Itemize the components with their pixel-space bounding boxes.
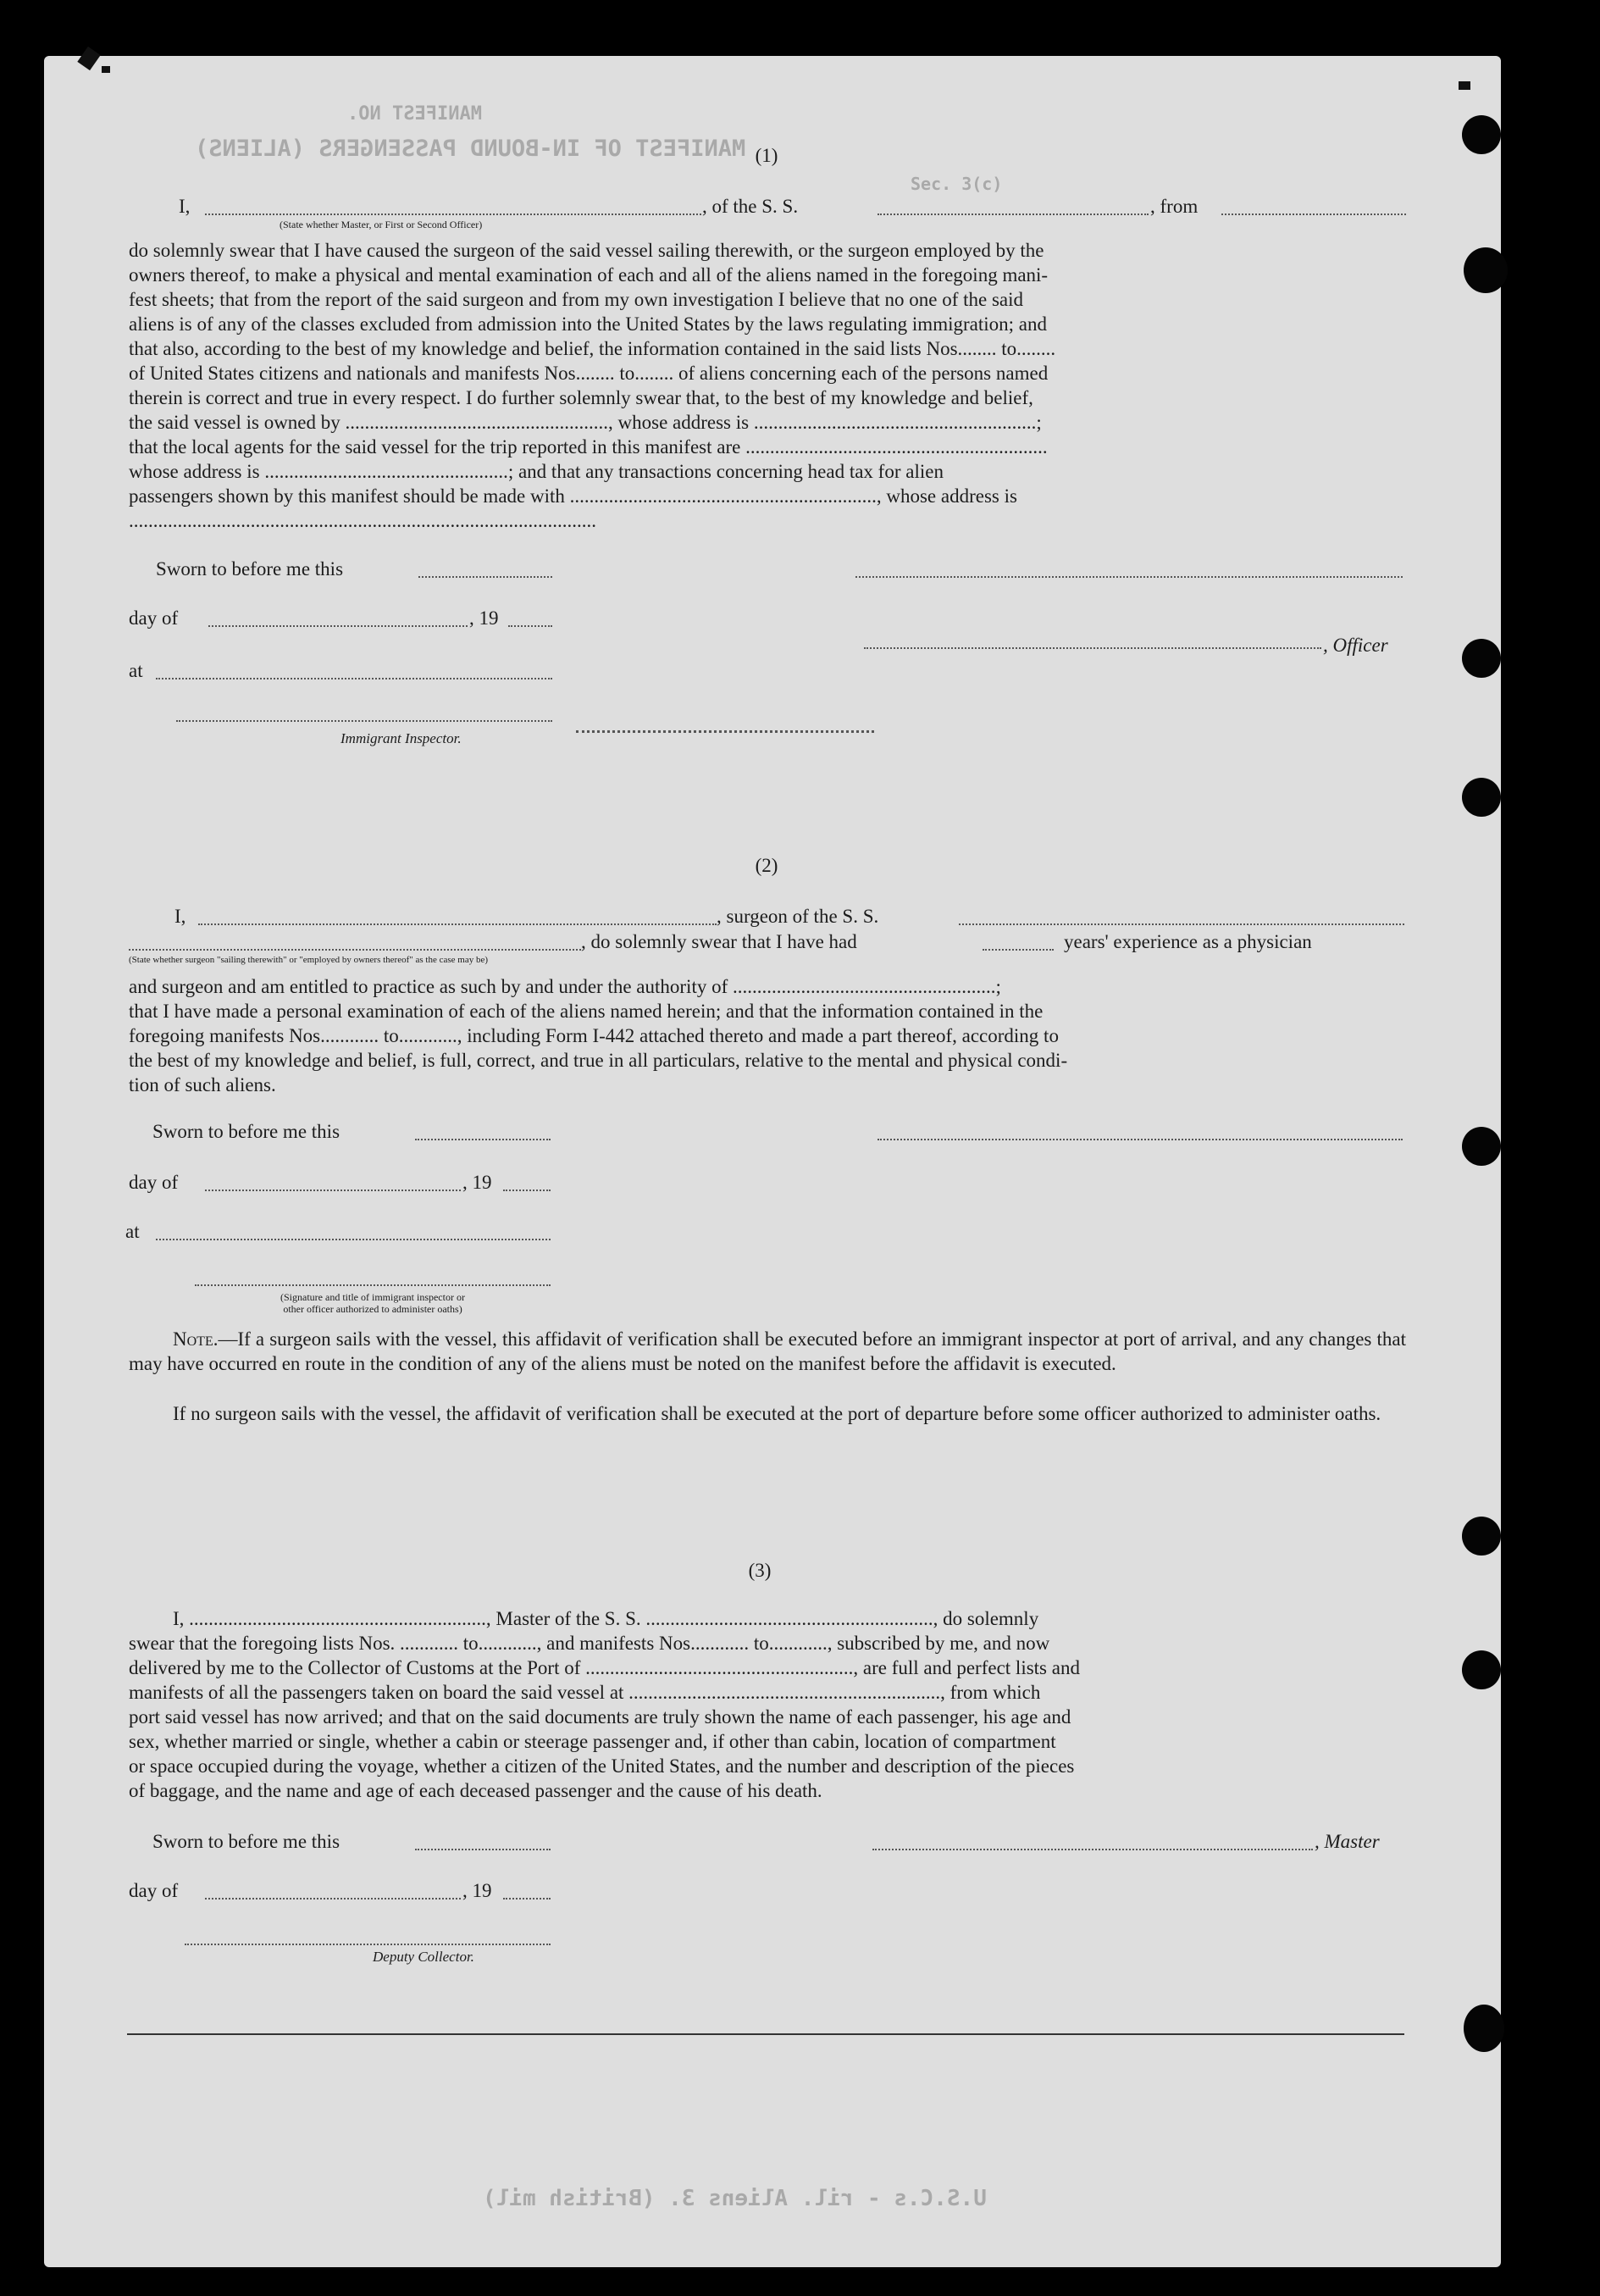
note-body: —If a surgeon sails with the vessel, this affidavit of verification shall be executed before an immigrant inspector at port of arrival, and any changes that may have occurred en route in the condition of any of the aliens must be noted on the manifest before the affidavit is executed. [129, 1328, 1406, 1374]
binder-hole [1462, 1127, 1501, 1166]
at-blank-2[interactable] [156, 1239, 551, 1240]
surgeon-name-blank[interactable] [198, 923, 717, 925]
body-line: and surgeon and am entitled to practice as such by and under the authority of ......................................................; [129, 976, 1001, 997]
day-of-label-3: day of [129, 1880, 179, 1901]
surgeon-signature-line[interactable] [878, 1139, 1403, 1140]
section-number-3: (3) [748, 1560, 772, 1581]
year-label-2: , 19 [462, 1172, 492, 1193]
sworn-label-2: Sworn to before me this [152, 1121, 340, 1142]
oath-line-prefix: I, [179, 196, 191, 217]
year-blank-2[interactable] [503, 1190, 551, 1191]
binder-hole [1464, 2005, 1504, 2052]
section3-body [129, 1606, 1406, 1803]
note-paragraph [129, 1327, 1406, 1376]
sig-caption-2: other officer authorized to administer oaths) [283, 1303, 462, 1315]
day-of-blank-3[interactable] [205, 1898, 461, 1899]
ghost-stamp: Sec. 3(c) [911, 174, 1003, 194]
sworn-date-blank-2[interactable] [415, 1139, 551, 1140]
body-line: do solemnly swear that I have caused the surgeon of the said vessel sailing therewith, or the surgeon employed by the [129, 240, 1044, 261]
surgeon-status-blank[interactable] [129, 949, 581, 951]
body-line: or space occupied during the voyage, whether a citizen of the United States, and the number and description of the pieces [129, 1755, 1075, 1777]
ghost-manifest-no: MANIFEST NO. [347, 103, 482, 125]
body-line: that the local agents for the said vessel for the trip reported in this manifest are .............................................................. [129, 436, 1048, 458]
binder-hole [1462, 115, 1501, 154]
body-line: I, ............................................................., Master of the S. S. ..........................................................., do solemnly [173, 1608, 1039, 1629]
body-line: of United States citizens and nationals and manifests Nos........ to........ of aliens concerning each of the persons named [129, 363, 1049, 384]
day-of-label-2: day of [129, 1172, 179, 1193]
oath-line-from: , from [1150, 196, 1199, 217]
at-blank-1[interactable] [156, 678, 552, 679]
body-line: of baggage, and the name and age of each deceased passenger and the cause of his death. [129, 1780, 822, 1801]
officer-signature-extra[interactable] [855, 576, 1403, 578]
ghost-manifest-title: MANIFEST OF IN-BOUND PASSENGERS (ALIENS) [195, 136, 746, 162]
note-paragraph-2: If no surgeon sails with the vessel, the affidavit of verification shall be executed at the port of departure before some officer authorized to administer oaths. [173, 1403, 1381, 1424]
body-line: passengers shown by this manifest should be made with ..............................................................., whose address is [129, 485, 1017, 507]
corner-mark-small [102, 66, 110, 73]
master-label: , Master [1315, 1831, 1380, 1852]
section1-body [129, 238, 1406, 533]
binder-hole [1464, 247, 1508, 293]
binder-hole [1462, 639, 1501, 678]
master-signature-line[interactable] [872, 1849, 1313, 1850]
body-line: that I have made a personal examination of each of the aliens named herein; and that the information contained in the [129, 1001, 1044, 1022]
section2-body [129, 974, 1406, 1097]
body-line: manifests of all the passengers taken on board the said vessel at ................................................................, from which [129, 1682, 1041, 1703]
section-number-1: (1) [755, 145, 778, 166]
body-line: therein is correct and true in every respect. I do further solemnly swear that, to the best of my knowledge and belief, [129, 387, 1033, 408]
sworn-label-3: Sworn to before me this [152, 1831, 340, 1852]
officer-label: , Officer [1323, 635, 1388, 656]
body-line: that also, according to the best of my knowledge and belief, the information contained in the said lists Nos........ to........ [129, 338, 1056, 359]
year-label-1: , 19 [469, 607, 499, 629]
sig-caption-1: (Signature and title of immigrant inspector or [280, 1291, 465, 1303]
body-line: the best of my knowledge and belief, is full, correct, and true in all particulars, relative to the mental and physical condi- [129, 1050, 1068, 1071]
sworn-label-1: Sworn to before me this [156, 558, 344, 580]
binder-hole [1462, 1517, 1501, 1556]
day-of-label-1: day of [129, 607, 179, 629]
sworn-date-blank-3[interactable] [415, 1849, 551, 1850]
ghost-footer: U.S.C.s - ril. Aliens 3. (British mil) [483, 2186, 987, 2211]
body-line: tion of such aliens. [129, 1074, 276, 1095]
body-line: foregoing manifests Nos............ to............, including Form I-442 attached thereto and made a part thereof, according to [129, 1025, 1059, 1046]
surgeon-swear-text: , do solemnly swear that I have had [581, 931, 857, 952]
body-line: swear that the foregoing lists Nos. ............ to............, and manifests Nos............ to............, subscribed by me, and now [129, 1633, 1050, 1654]
corner-mark-right [1459, 81, 1470, 90]
year-blank-3[interactable] [503, 1898, 551, 1899]
surgeon-years-text: years' experience as a physician [1064, 931, 1312, 952]
binder-hole [1462, 778, 1501, 817]
oath-officer-signature-line[interactable] [195, 1284, 551, 1286]
body-line: owners thereof, to make a physical and mental examination of each and all of the aliens named in the foregoing mani- [129, 264, 1049, 286]
years-experience-blank[interactable] [983, 949, 1054, 951]
day-of-blank-2[interactable] [205, 1190, 461, 1191]
inspector-extra-line[interactable] [576, 730, 874, 733]
from-port-blank[interactable] [1221, 214, 1406, 215]
body-line: the said vessel is owned by ......................................................, whose address is ..........................................................; [129, 412, 1042, 433]
rank-caption: (State whether Master, or First or Second Officer) [280, 219, 483, 230]
surgeon-line-prefix: I, [174, 906, 186, 927]
inspector-signature-line[interactable] [176, 720, 552, 722]
at-label-2: at [125, 1221, 140, 1242]
body-line: whose address is ..................................................; and that any transactions concerning head tax for alien [129, 461, 944, 482]
sworn-date-blank-1[interactable] [418, 576, 552, 578]
surgeon-status-caption: (State whether surgeon "sailing therewith" or "employed by owners thereof" as the case may be) [129, 955, 489, 965]
vessel-name-blank[interactable] [878, 214, 1149, 215]
surgeon-line-vessel: , surgeon of the S. S. [717, 906, 879, 927]
body-line: aliens is of any of the classes excluded from admission into the United States by the laws regulating immigration; and [129, 313, 1047, 335]
collector-label: Deputy Collector. [373, 1949, 474, 1965]
year-blank-1[interactable] [508, 625, 552, 627]
body-line: delivered by me to the Collector of Customs at the Port of ......................................................., are full and perfect lists and [129, 1657, 1080, 1678]
year-label-3: , 19 [462, 1880, 492, 1901]
body-line: sex, whether married or single, whether a cabin or steerage passenger and, if other than cabin, location of compartment [129, 1731, 1056, 1752]
at-label-1: at [129, 660, 143, 681]
bottom-rule [127, 2033, 1404, 2035]
master-name-blank[interactable] [205, 214, 701, 215]
body-line: fest sheets; that from the report of the said surgeon and from my own investigation I believe that no one of the said [129, 289, 1024, 310]
body-line: ................................................................................................ [129, 510, 596, 531]
body-line: port said vessel has now arrived; and that on the said documents are truly shown the name of each passenger, his age and [129, 1706, 1071, 1728]
oath-line-vessel: , of the S. S. [702, 196, 799, 217]
note-label: Note. [173, 1328, 219, 1350]
inspector-label: Immigrant Inspector. [340, 730, 462, 746]
surgeon-vessel-blank[interactable] [959, 923, 1404, 925]
day-of-blank-1[interactable] [208, 625, 468, 627]
section-number-2: (2) [755, 855, 778, 876]
collector-signature-line[interactable] [185, 1944, 551, 1945]
officer-signature-line[interactable] [864, 647, 1321, 649]
binder-hole [1462, 1650, 1501, 1689]
